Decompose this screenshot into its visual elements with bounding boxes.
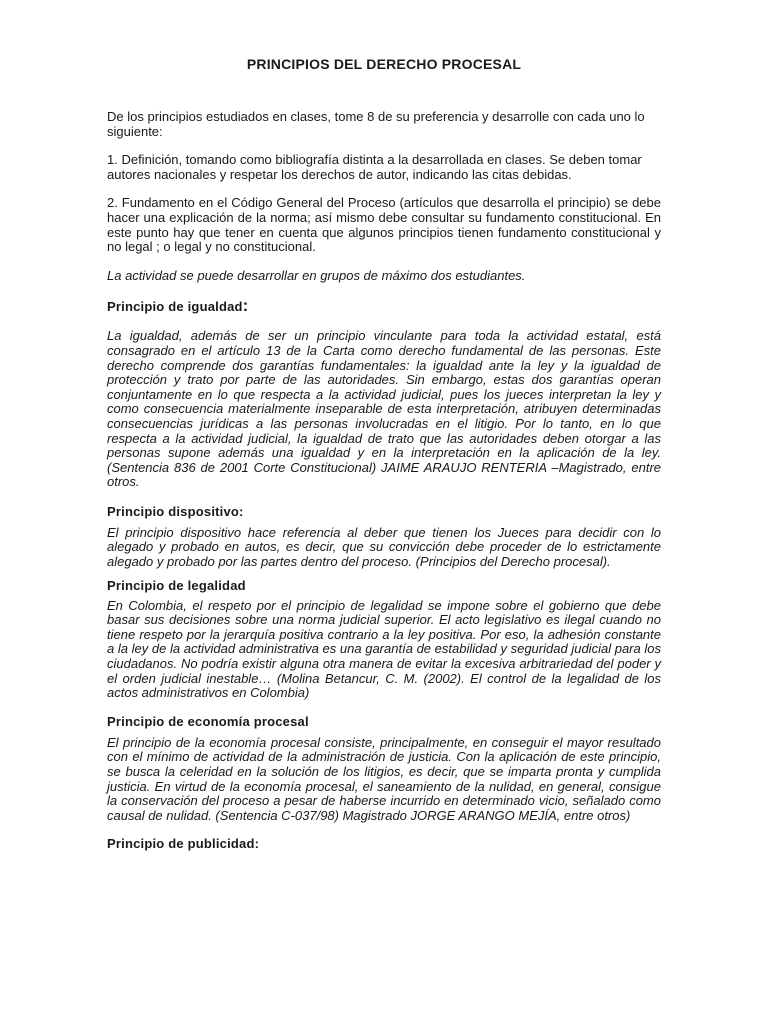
section-heading-economia-procesal: Principio de economía procesal [107,713,309,729]
heading-colon: : [242,296,249,316]
section-heading-igualdad [107,296,661,316]
section-body-dispositivo: El principio dispositivo hace referencia al deber que tienen los Jueces para decidir con lo alegado y probado en autos, es decir, que su convicción debe proceder de lo estrictamente alegado y probado por las partes dentro del proceso. (Principios del Derecho procesal). [107,524,661,570]
section-heading-publicidad: Principio de publicidad: [107,836,260,852]
heading-text: Principio de igualdad [107,299,243,315]
instruction-item-2: 2. Fundamento en el Código General del Proceso (artículos que desarrolla el principio) se debe hacer una explicación de la norma; así mismo debe consultar su fundamento constitucional. En este punto hay que tener en cuenta que algunos principios tienen fundamento constitucional y no legal ; o legal y no constitucional. [107,195,661,255]
section-heading-dispositivo: Principio dispositivo: [107,503,244,519]
section-heading-legalidad: Principio de legalidad [107,577,246,593]
section-body-economia-procesal: El principio de la economía procesal consiste, principalmente, en conseguir el mayor resultado con el mínimo de actividad de la administración de justicia. Con la aplicación de este principio, se busca la celeridad en la solución de los litigios, es decir, que se imparta pronta y cumplida justicia. En virtud de la economía procesal, el saneamiento de la nulidad, en general, consigue la conservación del proceso a pesar de haberse incurrido en determinado vicio, señalado como causal de nulidad. (Sentencia C-037/98) Magistrado JORGE ARANGO MEJÍA, entre otros) [107,734,661,823]
document-title: PRINCIPIOS DEL DERECHO PROCESAL [246,56,522,72]
instruction-item-1: 1. Definición, tomando como bibliografía distinta a la desarrollada en clases. Se deben tomar autores nacionales y respetar los derechos de autor, indicando las citas debidas. [107,152,642,182]
intro-paragraph: De los principios estudiados en clases, tome 8 de su preferencia y desarrolle con cada uno lo siguiente: [107,109,645,139]
section-body-legalidad: En Colombia, el respeto por el principio de legalidad se impone sobre el gobierno que debe basar sus decisiones sobre una norma judicial superior. El acto legislativo es ilegal cuando no tiene respeto por la jerarquía positiva contrario a la ley positiva. Por eso, la adhesión constante a la ley de la actividad administrativa es una garantía de estabilidad y seguridad judicial para los ciudadanos. No podría existir alguna otra manera de evitar la excesiva arbitrariedad del poder y el orden judicial inestable… (Molina Betancur, C. M. (2002). El control de la legalidad de los actos administrativos en Colombia) [107,597,661,701]
group-note: La actividad se puede desarrollar en grupos de máximo dos estudiantes. [107,267,526,283]
section-body-igualdad: La igualdad, además de ser un principio vinculante para toda la actividad estatal, está consagrado en el artículo 13 de la Carta como derecho fundamental de las personas. Este derecho comprende dos garantías fundamentales: la igualdad ante la ley y la igualdad de protección y trato por parte de las autoridades. Sin embargo, estas dos garantías operan conjuntamente en lo que respecta a la actividad judicial, pues los jueces interpretan la ley y como consecuencia materialmente inseparable de esta interpretación, atribuyen determinadas consecuencias jurídicas a las personas involucradas en el litigio. Por lo tanto, en lo que respecta a la actividad judicial, la igualdad de trato que las autoridades deben otorgar a las personas supone además una igualdad y en la interpretación en la aplicación de la ley. (Sentencia 836 de 2001 Corte Constitucional) JAIME ARAUJO RENTERIA –Magistrado, entre otros. [107,328,661,490]
